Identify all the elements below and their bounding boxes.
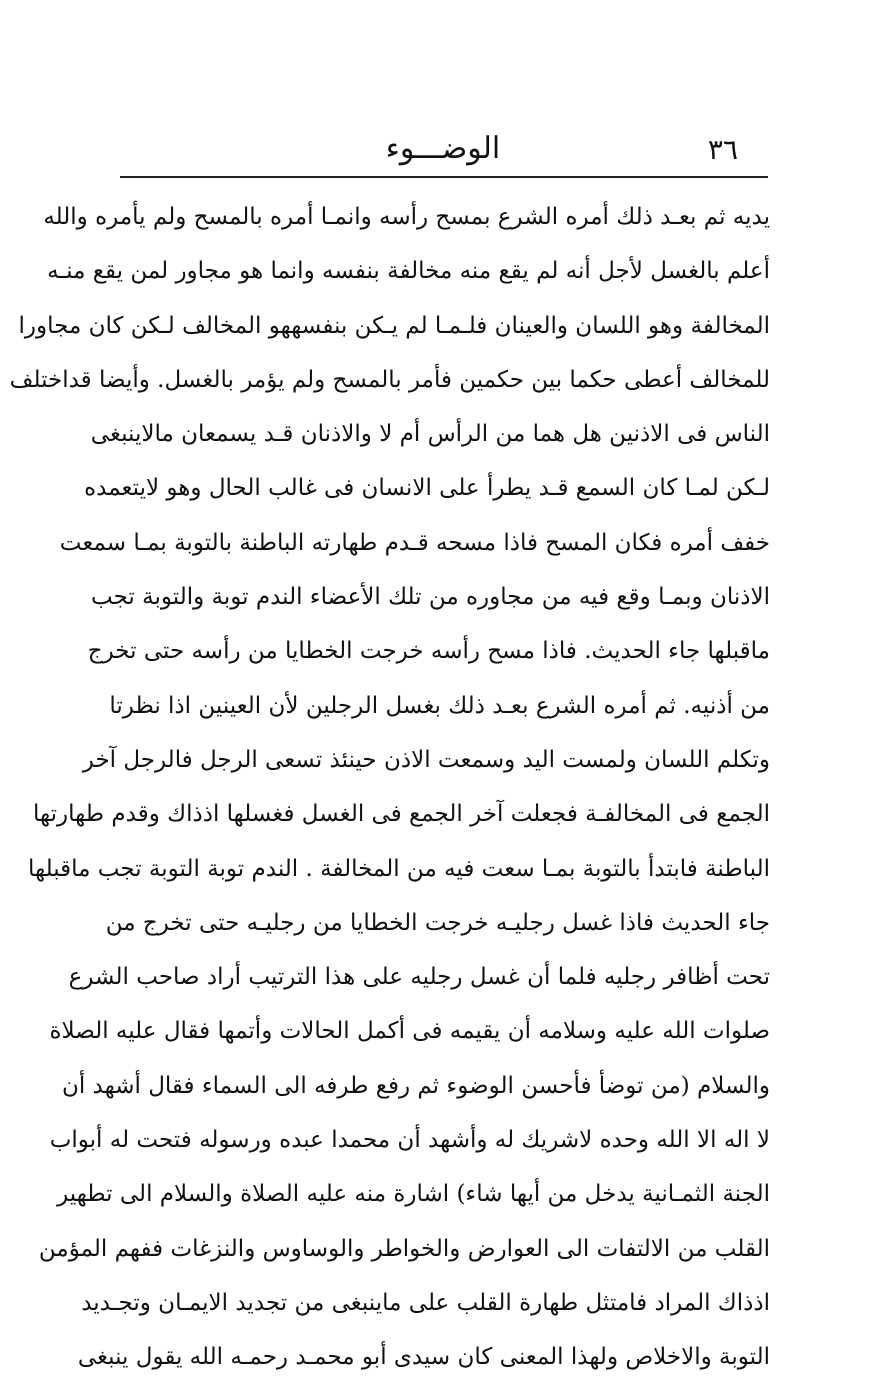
text-line: الجنة الثمـانية يدخل من أيها شاء) اشارة منه عليه الصلاة والسلام الى تطهير xyxy=(57,1181,770,1208)
text-line: اذذاك المراد فامتثل طهارة القلب على ماينبغى من تجديد الايمـان وتجـديد xyxy=(81,1289,770,1316)
text-line: أعلم بالغسل لأجل أنه لم يقع منه مخالفة بنفسه وانما هو مجاور لمن يقع منـه xyxy=(47,258,770,285)
text-line: من أذنيه. ثم أمره الشرع بعـد ذلك بغسل الرجلين لأن العينين اذا نظرتا xyxy=(109,692,770,719)
text-line: الناس فى الاذنين هل هما من الرأس أم لا والاذنان قـد يسمعان مالاينبغى xyxy=(90,421,770,448)
page-header xyxy=(118,128,768,174)
text-line: لا اله الا الله وحده لاشريك له وأشهد أن محمدا عبده ورسوله فتحت له أبواب xyxy=(49,1127,770,1154)
header-rule xyxy=(120,176,768,178)
text-line: لـكن لمـا كان السمع قـد يطرأ على الانسان فى غالب الحال وهو لايتعمده xyxy=(84,475,770,502)
body-text xyxy=(9,190,770,1385)
text-line: وتكلم اللسان ولمست اليد وسمعت الاذن حينئذ تسعى الرجل فالرجل آخر xyxy=(82,746,770,773)
text-line: تحت أظافر رجليه فلما أن غسل رجليه على هذا الترتيب أراد صاحب الشرع xyxy=(68,964,770,991)
text-line: الاذنان وبمـا وقع فيه من مجاوره من تلك الأعضاء الندم توبة والتوبة تجب xyxy=(91,584,770,611)
text-line: الجمع فى المخالفـة فجعلت آخر الجمع فى الغسل فغسلها اذذاك وقدم طهارتها xyxy=(33,801,770,828)
running-head: الوضـــوء xyxy=(385,131,501,166)
text-line: المخالفة وهو اللسان والعينان فلـمـا لم يـكن بنفسههو المخالف لـكن كان مجاورا xyxy=(18,312,770,339)
text-line: صلوات الله عليه وسلامه أن يقيمه فى أكمل الحالات وأتمها فقال عليه الصلاة xyxy=(49,1018,770,1045)
text-line: التوبة والاخلاص ولهذا المعنى كان سيدى أبو محمـد رحمـه الله يقول ينبغى xyxy=(77,1344,770,1371)
text-line: للمخالف أعطى حكما بين حكمين فأمر بالمسح ولم يؤمر بالغسل. وأيضا قداختلف xyxy=(9,366,770,393)
page-number: ٣٦ xyxy=(707,133,738,166)
text-line: والسلام (من توضأ فأحسن الوضوء ثم رفع طرفه الى السماء فقال أشهد أن xyxy=(61,1072,770,1099)
text-line: الباطنة فابتدأ بالتوبة بمـا سعت فيه من المخالفة . الندم توبة التوبة تجب ماقبلها xyxy=(27,855,770,882)
text-line: ماقبلها جاء الحديث. فاذا مسح رأسه خرجت الخطايا من رأسه حتى تخرج xyxy=(87,638,770,665)
text-line: يديه ثم بعـد ذلك أمره الشرع بمسح رأسه وانمـا أمره بالمسح ولم يأمره والله xyxy=(43,204,770,230)
text-line: القلب من الالتفات الى العوارض والخواطر والوساوس والنزغات ففهم المؤمن xyxy=(38,1235,770,1262)
text-line: جاء الحديث فاذا غسل رجليـه خرجت الخطايا من رجليـه حتى تخرج من xyxy=(105,909,770,936)
text-line: خفف أمره فكان المسح فاذا مسحه قـدم طهارته الباطنة بالتوبة بمـا سمعت xyxy=(59,529,770,556)
